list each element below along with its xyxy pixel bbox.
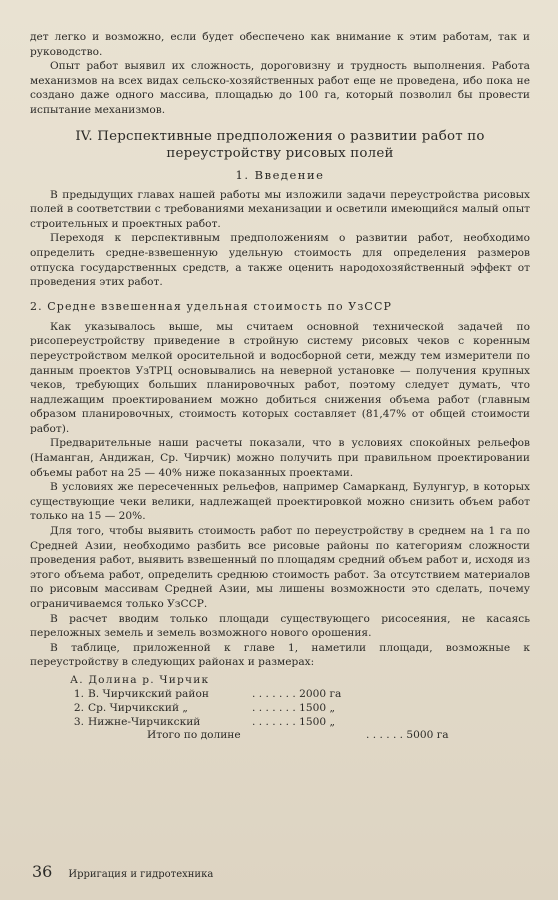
list-item-number: 2. [73,701,84,714]
district-list-heading: А. Долина р. Чирчик [70,673,210,686]
list-item-number: 1. [73,687,84,700]
list-item-name: В. Чирчикский район [88,687,209,700]
section1-paragraph: Переходя к перспективным предположениям о развитии работ, необходимо определить средне-взвешенную удельную стоимость для определения размеров отпуска государственных средств, а также оценить народохозяйственный эффект от проведения этих работ. [30,232,530,289]
list-item-name: Ср. Чирчикский „ [88,701,188,714]
list-item-name: Нижне-Чирчикский [88,715,201,728]
district-list-item [30,702,530,716]
section-heading-introduction: 1. Введение [235,167,325,182]
list-total-value: . . . . . . 5000 га [366,729,449,742]
district-list-item [30,716,530,730]
section2-paragraph: Для того, чтобы выявить стоимость работ по переустройству в среднем на 1 га по Средней Азии, необходимо разбить все рисовые районы по категориям сложности проведения работ, выявить взвешенный по площадям средний объем работ и, исходя из этого объема работ, определить среднюю стоимость работ. За отсутствием материалов по рисовым массивам Средней Азии, мы лишены возможности это сделать, почему ограничиваемся только УзССР. [30,525,530,610]
intro-paragraph-continuation: дет легко и возможно, если будет обеспечено как внимание к этим работам, так и руководство. [30,31,530,58]
page-footer [32,862,213,881]
list-item-value: . . . . . . . 1500 „ [252,701,335,714]
intro-paragraph: Опыт работ выявил их сложность, дороговизну и трудность выполнения. Работа механизмов на всех видах сельско-хозяйственных работ еще не проведена, ибо пока не создано даже одного массива, площадью до 100 га, который позволил бы провести испытание механизмов. [30,60,530,116]
page-number: 36 [32,862,53,881]
running-title: Ирригация и гидротехника [68,869,214,880]
section2-paragraph: В таблице, приложенной к главе 1, наметили площади, возможные к переустройству в следующих районах и размерах: [30,641,530,669]
district-list-total [30,729,530,743]
section2-paragraph: В расчет вводим только площади существующего рисосеяния, не касаясь переложных земель и земель возможного нового орошения. [30,612,530,640]
district-list-item [30,688,530,702]
list-item-number: 3. [73,715,84,728]
section2-paragraph: Предварительные наши расчеты показали, что в условиях спокойных рельефов (Наманган, Андижан, Ср. Чирчик) можно получить при правильном проектировании объемы работ на 25 — 40% ниже показанных проектами. [30,437,530,479]
list-total-label: Итого по долине [147,729,241,742]
section2-paragraph: Как указывалось выше, мы считаем основной технической задачей по рисопереустройству приведение в стройную систему рисовых чеков с коренным переустройством мелкой оросительной и водосборной сети, между тем измерители по данным проектов УзТРЦ основывались на неверной установке — получения крупных чеков, требующих больших планировочных работ, поэтому следует думать, что надлежащим проектированием можно добиться снижения объема работ (главным образом планировочных, стоимость которых составляет (81,47% от общей стоимости работ). [30,320,530,435]
list-item-value: . . . . . . . 1500 „ [252,715,335,728]
list-item-value: . . . . . . . 2000 га [252,687,342,700]
section-heading-weighted-cost: 2. Средне взвешенная удельная стоимость по УзССР [30,299,392,313]
chapter-heading: IV. Перспективные предположения о развитии работ по переустройству рисовых полей [75,128,485,161]
section2-paragraph: В условиях же пересеченных рельефов, например Самарканд, Булунгур, в которых существующие чеки велики, надлежащей проектировкой можно снизить объем работ только на 15 — 20%. [30,481,530,523]
section1-paragraph: В предыдущих главах нашей работы мы изложили задачи переустройства рисовых полей в соответствии с требованиями механизации и осветили имеющийся малый опыт строительных и проектных работ. [30,188,530,230]
